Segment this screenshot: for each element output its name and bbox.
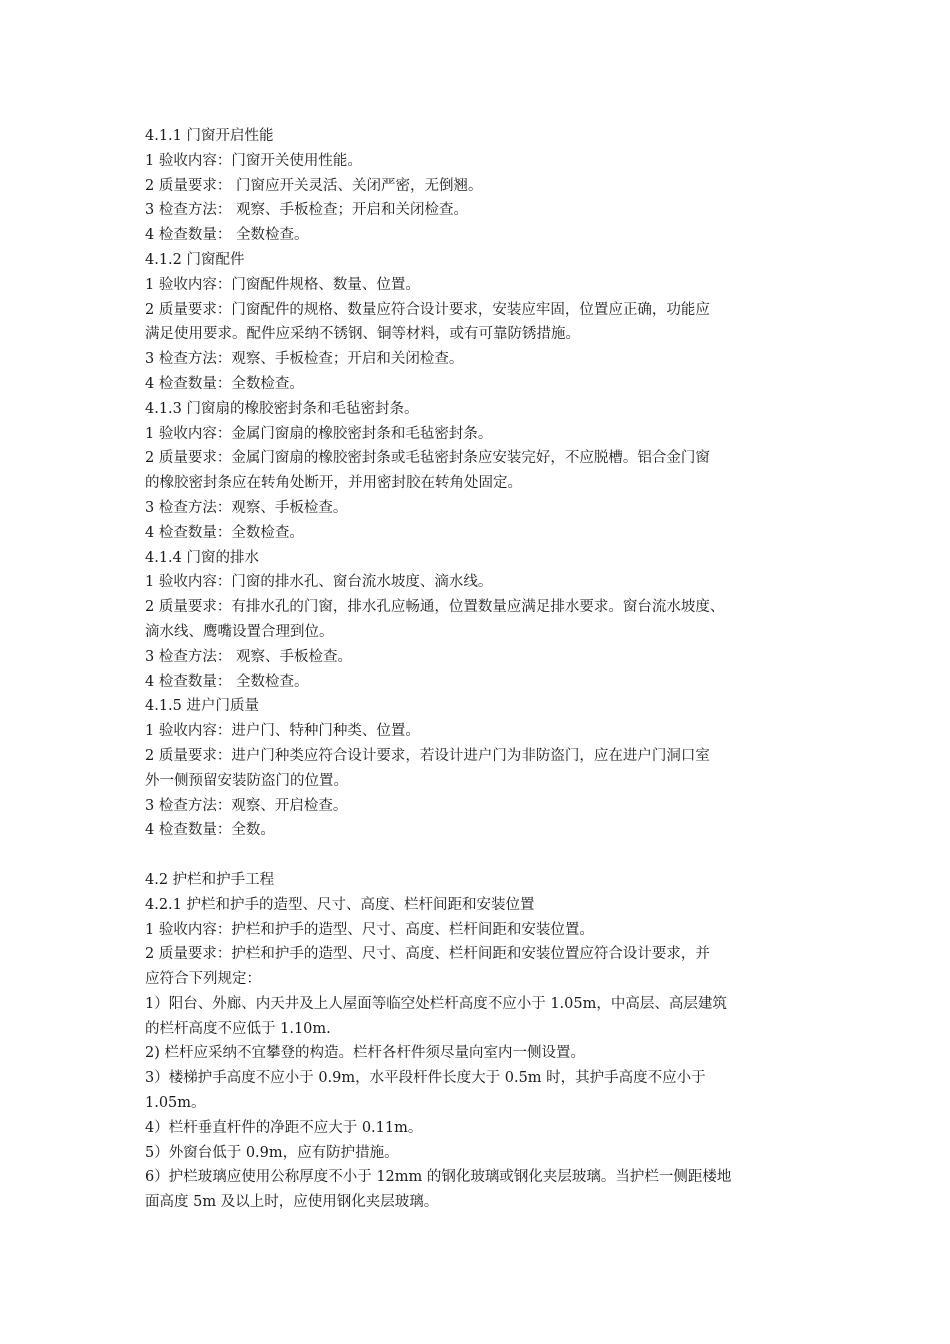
text-line: 面高度 5m 及以上时，应使用钢化夹层玻璃。	[145, 1194, 439, 1211]
text-line: 3 检查方法： 观察、手板检查；开启和关闭检查。	[145, 202, 468, 219]
text-line: 1 验收内容：金属门窗扇的橡胶密封条和毛毡密封条。	[145, 425, 493, 442]
text-line: 3）楼梯护手高度不应小于 0.9m，水平段杆件长度大于 0.5m 时，其护手高度不应小于	[145, 1070, 706, 1087]
text-line: 2 质量要求： 门窗应开关灵活、关闭严密，无倒翘。	[145, 177, 483, 194]
text-line: 2 质量要求：进户门种类应符合设计要求，若设计进户门为非防盗门，应在进户门洞口室	[145, 747, 710, 764]
text-line: 4.2 护栏和护手工程	[145, 871, 275, 888]
text-line: 2 质量要求：有排水孔的门窗，排水孔应畅通，位置数量应满足排水要求。窗台流水坡度、	[145, 599, 725, 616]
text-line: 1.05m。	[145, 1095, 206, 1112]
text-line: 5）外窗台低于 0.9m，应有防护措施。	[145, 1144, 399, 1161]
text-line: 1 验收内容：进户门、特种门种类、位置。	[145, 723, 420, 740]
text-line: 4 检查数量： 全数检查。	[145, 227, 309, 244]
text-line: 的橡胶密封条应在转角处断开，并用密封胶在转角处固定。	[145, 475, 522, 492]
text-line: 1）阳台、外廊、内天井及上人屋面等临空处栏杆高度不应小于 1.05m，中高层、高层建筑	[145, 995, 727, 1012]
text-line: 1 验收内容：门窗的排水孔、窗台流水坡度、滴水线。	[145, 574, 493, 591]
text-line: 1 验收内容：门窗配件规格、数量、位置。	[145, 276, 420, 293]
text-line: 3 检查方法：观察、开启检查。	[145, 797, 348, 814]
text-line: 1 验收内容：护栏和护手的造型、尺寸、高度、栏杆间距和安装位置。	[145, 921, 594, 938]
text-line: 2 质量要求：门窗配件的规格、数量应符合设计要求，安装应牢固，位置应正确，功能应	[145, 301, 710, 318]
text-line: 应符合下列规定：	[145, 971, 261, 988]
text-line: 2 质量要求：金属门窗扇的橡胶密封条或毛毡密封条应安装完好，不应脱槽。铝合金门窗	[145, 450, 710, 467]
text-line: 3 检查方法：观察、手板检查；开启和关闭检查。	[145, 351, 464, 368]
text-line: 外一侧预留安装防盗门的位置。	[145, 772, 348, 789]
text-line: 4 检查数量： 全数检查。	[145, 673, 309, 690]
text-line: 4.1.1 门窗开启性能	[145, 128, 274, 144]
text-line: 1 验收内容：门窗开关使用性能。	[145, 152, 362, 169]
text-line: 4 检查数量：全数检查。	[145, 375, 304, 392]
text-line: 满足使用要求。配件应采纳不锈钢、铜等材料，或有可靠防锈措施。	[145, 326, 580, 343]
text-line: 4.1.2 门窗配件	[145, 251, 245, 268]
text-line: 4 检查数量：全数检查。	[145, 524, 304, 541]
text-line: 3 检查方法：观察、手板检查。	[145, 499, 348, 516]
text-line: 的栏杆高度不应低于 1.10m.	[145, 1020, 331, 1037]
text-line: 3 检查方法： 观察、手板检查。	[145, 648, 352, 665]
blank-line	[145, 843, 825, 868]
text-line: 4）栏杆垂直杆件的净距不应大于 0.11m。	[145, 1119, 423, 1136]
text-line: 6）护栏玻璃应使用公称厚度不小于 12mm 的钢化玻璃或钢化夹层玻璃。当护栏一侧距楼地	[145, 1169, 732, 1186]
text-line: 4.1.4 门窗的排水	[145, 549, 260, 566]
text-line: 滴水线、鹰嘴设置合理到位。	[145, 623, 334, 640]
text-line: 4 检查数量：全数。	[145, 822, 275, 839]
text-line: 4.1.3 门窗扇的橡胶密封条和毛毡密封条。	[145, 400, 419, 417]
text-line: 2 质量要求：护栏和护手的造型、尺寸、高度、栏杆间距和安装位置应符合设计要求，并	[145, 946, 710, 963]
text-line: 4.2.1 护栏和护手的造型、尺寸、高度、栏杆间距和安装位置	[145, 896, 535, 913]
text-line: 2) 栏杆应采纳不宜攀登的构造。栏杆各杆件须尽量向室内一侧设置。	[145, 1045, 585, 1062]
document-page	[145, 124, 825, 1215]
text-line: 4.1.5 进户门质量	[145, 698, 260, 715]
